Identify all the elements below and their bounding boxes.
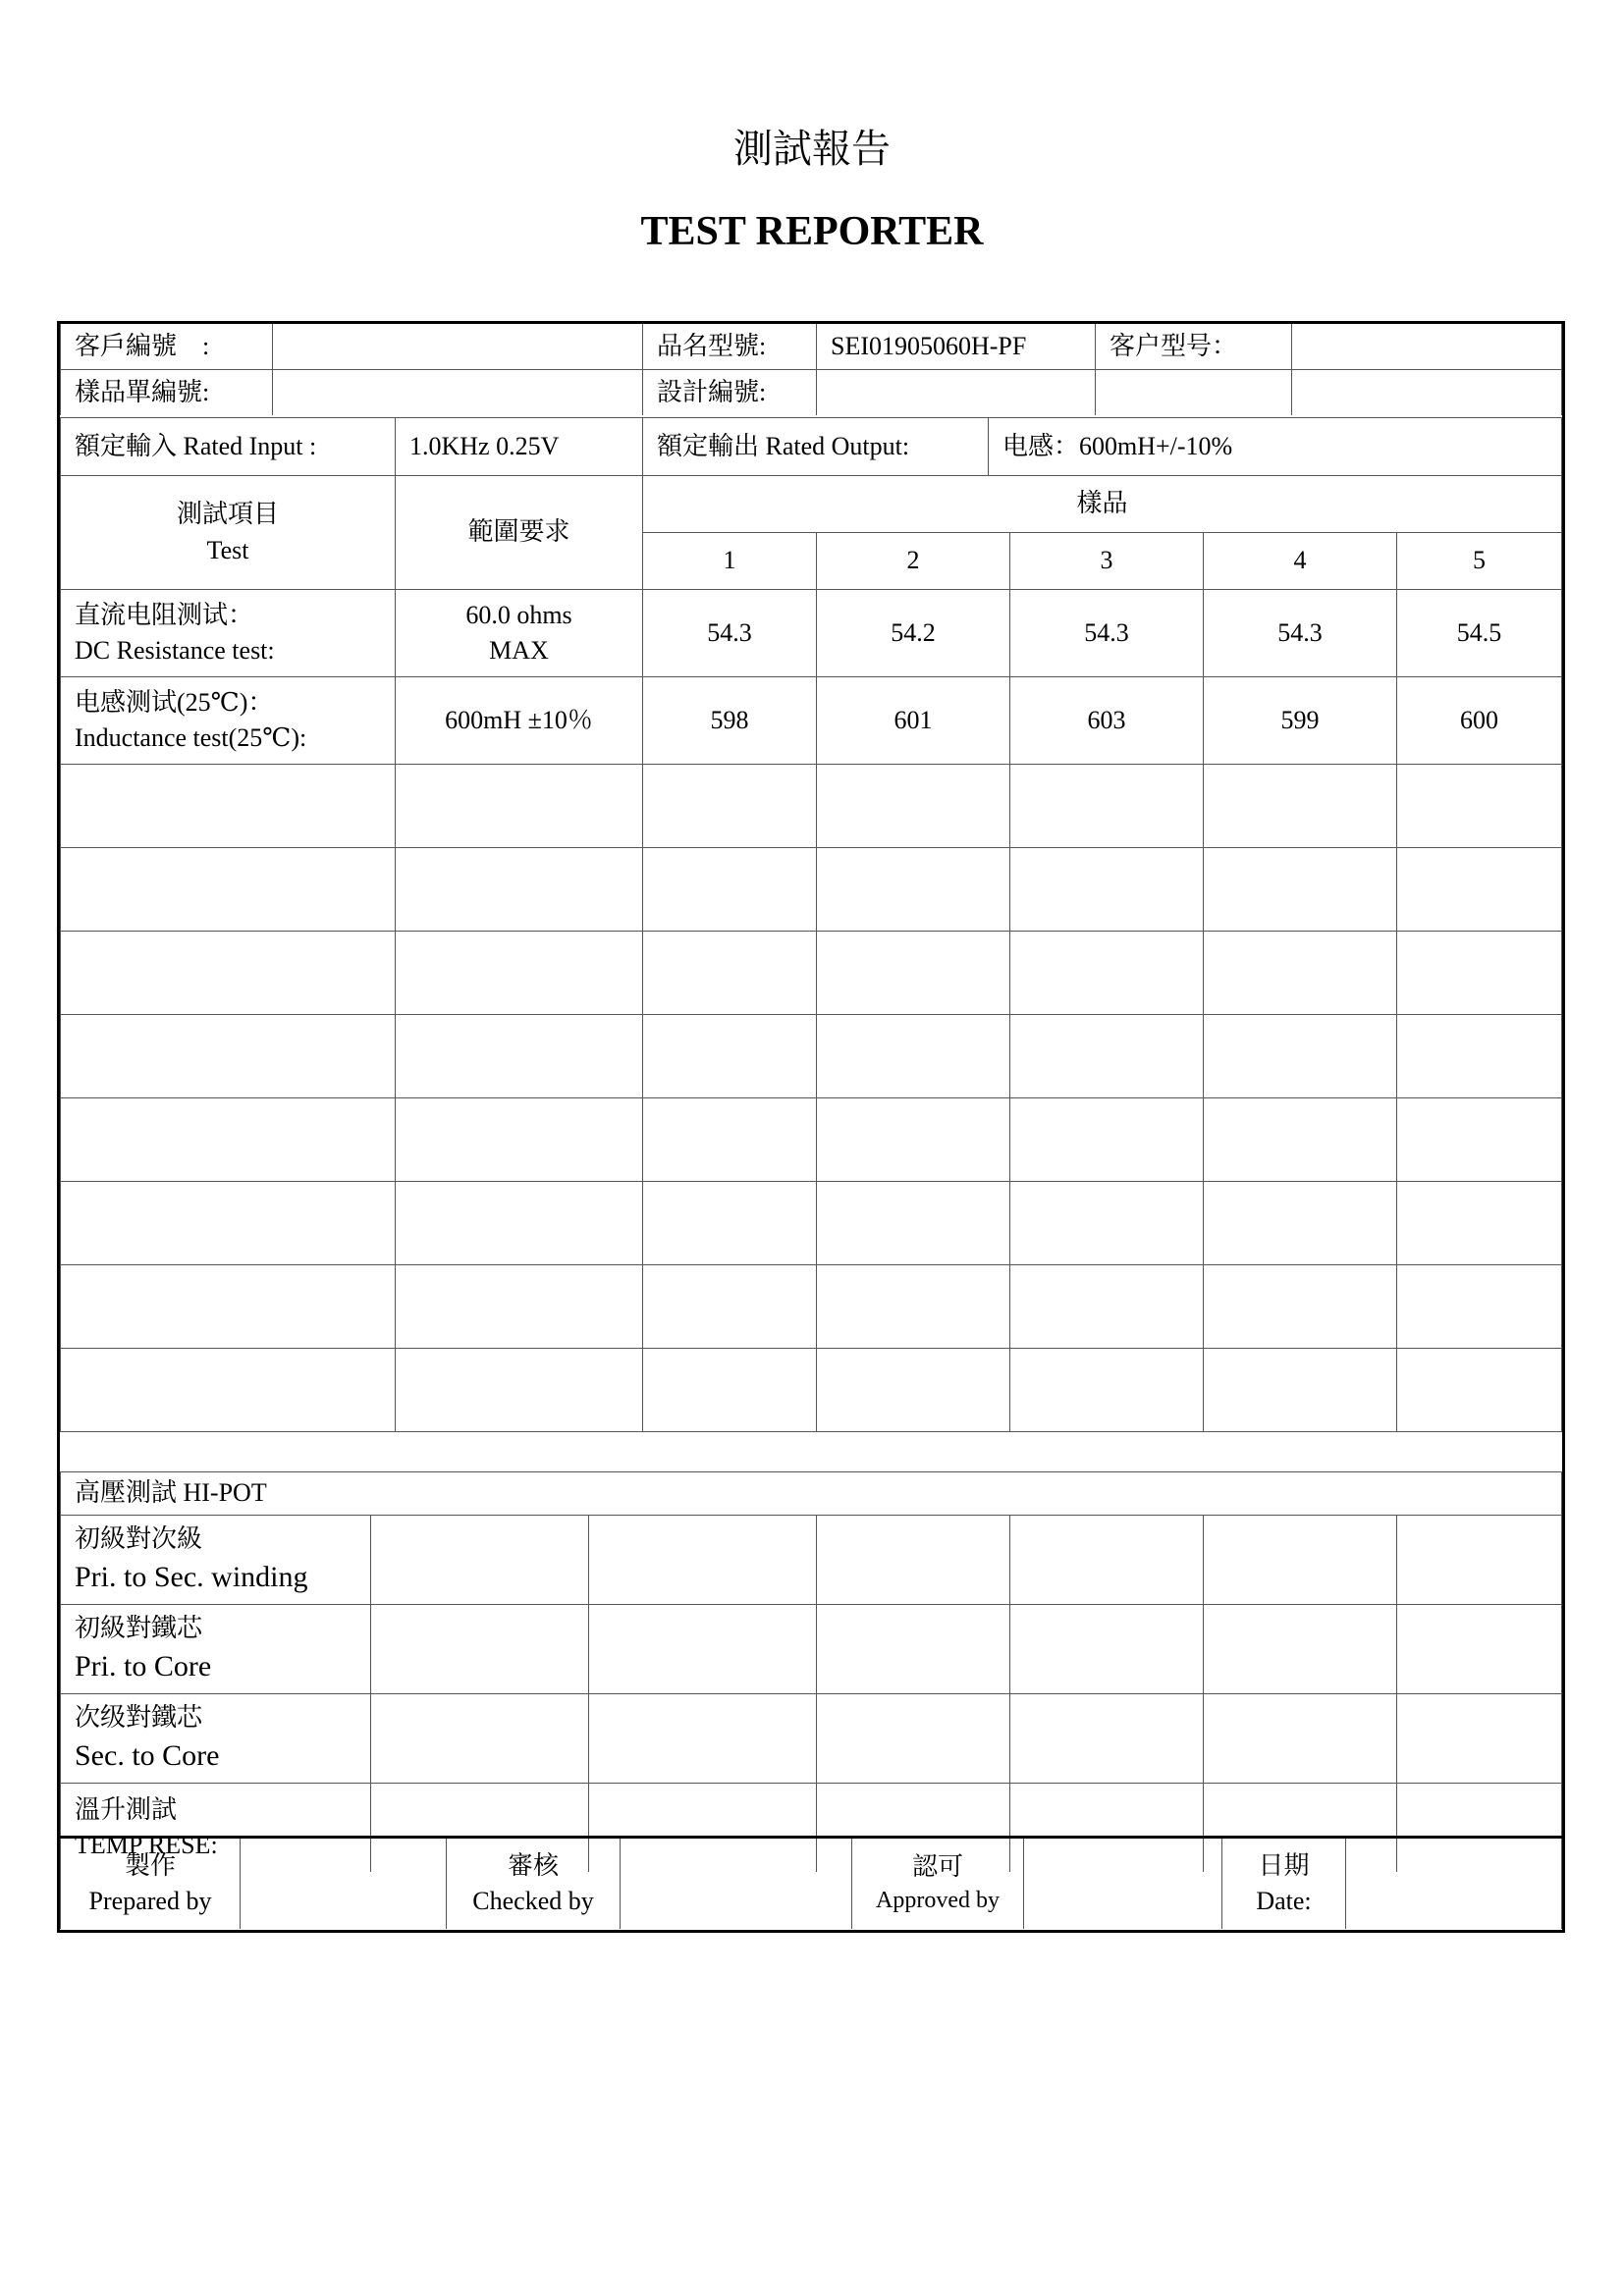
- rated-output-value[interactable]: 电感：600mH+/-10%: [989, 418, 1562, 476]
- empty-cell[interactable]: [1010, 1182, 1204, 1265]
- empty-cell[interactable]: [1010, 932, 1204, 1015]
- empty-cell[interactable]: [817, 1349, 1010, 1432]
- empty-cell[interactable]: [396, 1265, 643, 1349]
- hipot-cell[interactable]: [1397, 1516, 1562, 1605]
- hipot-name-en: Sec. to Core: [75, 1739, 220, 1773]
- date-en: Date:: [1256, 1887, 1312, 1915]
- approved-by-en: Approved by: [876, 1888, 1000, 1914]
- range-cell: 600mH ±10％: [396, 677, 643, 765]
- hipot-cell[interactable]: [1010, 1694, 1204, 1784]
- rated-output-label: 額定輸出 Rated Output:: [643, 418, 989, 476]
- hipot-cell[interactable]: [817, 1694, 1010, 1784]
- customer-no-field[interactable]: [273, 324, 643, 370]
- empty-cell[interactable]: [1010, 1265, 1204, 1349]
- approved-by-field[interactable]: [1024, 1839, 1222, 1929]
- empty-cell[interactable]: [643, 848, 817, 932]
- empty-test-row: [61, 932, 1562, 1015]
- empty-cell[interactable]: [61, 1098, 396, 1182]
- empty-cell[interactable]: [817, 1182, 1010, 1265]
- result-cell[interactable]: 603: [1010, 677, 1204, 765]
- hipot-cell[interactable]: [589, 1605, 817, 1694]
- hipot-name-en: Pri. to Core: [75, 1650, 212, 1683]
- rated-input-label: 額定輸入 Rated Input :: [61, 418, 396, 476]
- prepared-by-field[interactable]: [241, 1839, 447, 1929]
- empty-test-row: [61, 1182, 1562, 1265]
- empty-test-row: [61, 765, 1562, 848]
- checked-by-en: Checked by: [472, 1887, 594, 1915]
- empty-test-row: [61, 1098, 1562, 1182]
- product-info-section: [57, 321, 1565, 417]
- sample-number: 2: [817, 533, 1010, 590]
- hipot-cell[interactable]: [371, 1516, 589, 1605]
- hipot-name-en: Pri. to Sec. winding: [75, 1561, 308, 1594]
- empty-cell[interactable]: [1397, 1098, 1562, 1182]
- empty-cell[interactable]: [1397, 932, 1562, 1015]
- product-model-label: 品名型號:: [643, 324, 817, 370]
- empty-cell[interactable]: [643, 932, 817, 1015]
- empty-cell[interactable]: [61, 1349, 396, 1432]
- hipot-test-name: [61, 1516, 371, 1605]
- signature-row: [61, 1839, 1562, 1929]
- empty-cell[interactable]: [1397, 1349, 1562, 1432]
- empty-cell[interactable]: [1204, 1015, 1397, 1098]
- hipot-name-cn: 次级對鐵芯: [75, 1702, 203, 1732]
- empty-cell[interactable]: [396, 932, 643, 1015]
- test-name-cn: 直流电阻测试：: [75, 600, 254, 629]
- hipot-row: [61, 1694, 1562, 1784]
- hipot-row: [61, 1516, 1562, 1605]
- empty-cell[interactable]: [1010, 1015, 1204, 1098]
- empty-cell[interactable]: [396, 765, 643, 848]
- empty-test-row: [61, 1349, 1562, 1432]
- empty-cell[interactable]: [1010, 848, 1204, 932]
- design-no-field[interactable]: [817, 370, 1096, 416]
- empty-cell[interactable]: [61, 848, 396, 932]
- approved-by-label: [852, 1839, 1024, 1929]
- extra-field-1[interactable]: [1096, 370, 1292, 416]
- empty-cell[interactable]: [1204, 848, 1397, 932]
- empty-test-row: [61, 1015, 1562, 1098]
- test-name-cn: 电感测试(25℃)：: [75, 687, 274, 717]
- customer-model-label: 客户型号：: [1096, 324, 1292, 370]
- empty-cell[interactable]: [1204, 1349, 1397, 1432]
- hipot-header: 高壓測試 HI-POT: [61, 1472, 1562, 1516]
- range-header: 範圍要求: [396, 476, 643, 590]
- hipot-cell[interactable]: [817, 1516, 1010, 1605]
- empty-cell[interactable]: [61, 932, 396, 1015]
- hipot-cell[interactable]: [1397, 1694, 1562, 1784]
- report-title-chinese: 測試報告: [733, 127, 891, 171]
- empty-cell[interactable]: [61, 765, 396, 848]
- empty-cell[interactable]: [396, 1098, 643, 1182]
- empty-cell[interactable]: [396, 1015, 643, 1098]
- hipot-cell[interactable]: [371, 1694, 589, 1784]
- empty-cell[interactable]: [396, 848, 643, 932]
- product-model-field[interactable]: SEI01905060H-PF: [817, 324, 1096, 370]
- result-cell[interactable]: 54.5: [1397, 590, 1562, 677]
- sample-no-label: 樣品單編號:: [61, 370, 273, 416]
- test-header-row-1: [61, 476, 1562, 533]
- rated-row: [61, 418, 1562, 476]
- prepared-by-label: [61, 1839, 241, 1929]
- date-field[interactable]: [1346, 1839, 1562, 1929]
- result-cell[interactable]: 54.3: [643, 590, 817, 677]
- empty-cell[interactable]: [1204, 932, 1397, 1015]
- empty-cell[interactable]: [643, 1098, 817, 1182]
- empty-cell[interactable]: [61, 1265, 396, 1349]
- extra-field-2[interactable]: [1292, 370, 1562, 416]
- test-name-en: Inductance test(25℃):: [75, 723, 307, 752]
- customer-model-field[interactable]: [1292, 324, 1562, 370]
- empty-cell[interactable]: [643, 765, 817, 848]
- test-results-section: [57, 475, 1565, 1471]
- result-cell[interactable]: 54.3: [1010, 590, 1204, 677]
- test-name-cell: [61, 677, 396, 765]
- hipot-cell[interactable]: [1397, 1605, 1562, 1694]
- empty-cell[interactable]: [396, 1349, 643, 1432]
- hipot-cell[interactable]: [1204, 1516, 1397, 1605]
- empty-cell[interactable]: [1204, 1265, 1397, 1349]
- empty-cell[interactable]: [643, 1182, 817, 1265]
- rated-section: [57, 417, 1565, 475]
- info-row-2: [61, 370, 1562, 416]
- empty-cell[interactable]: [643, 1015, 817, 1098]
- hipot-test-name: [61, 1694, 371, 1784]
- empty-test-row: [61, 1265, 1562, 1349]
- empty-test-row: [61, 848, 1562, 932]
- hipot-row: [61, 1605, 1562, 1694]
- result-cell[interactable]: 599: [1204, 677, 1397, 765]
- empty-cell[interactable]: [1397, 765, 1562, 848]
- test-name-en: DC Resistance test:: [75, 636, 275, 665]
- hipot-section: [57, 1471, 1565, 1859]
- prepared-by-cn: 製作: [124, 1850, 176, 1880]
- empty-cell[interactable]: [61, 1182, 396, 1265]
- hipot-cell[interactable]: [589, 1694, 817, 1784]
- inductance-row: [61, 677, 1562, 765]
- date-cn: 日期: [1258, 1850, 1310, 1880]
- hipot-cell[interactable]: [1010, 1516, 1204, 1605]
- range-cell: [396, 590, 643, 677]
- checked-by-field[interactable]: [621, 1839, 852, 1929]
- hipot-name-cn: 初級對次級: [75, 1523, 203, 1553]
- range-line-2: MAX: [489, 636, 549, 665]
- signature-section: [57, 1836, 1565, 1933]
- hipot-name-en: TEMP RESE:: [75, 1831, 218, 1859]
- range-line-1: 60.0 ohms: [465, 600, 572, 629]
- date-label: [1222, 1839, 1346, 1929]
- empty-cell[interactable]: [1204, 1182, 1397, 1265]
- design-no-label: 設計編號:: [643, 370, 817, 416]
- empty-cell[interactable]: [1010, 1349, 1204, 1432]
- checked-by-cn: 審核: [507, 1850, 559, 1880]
- hipot-cell[interactable]: [1204, 1605, 1397, 1694]
- result-cell[interactable]: 54.2: [817, 590, 1010, 677]
- result-cell[interactable]: 598: [643, 677, 817, 765]
- test-item-header-cn: 測試項目: [176, 500, 279, 529]
- empty-cell[interactable]: [817, 765, 1010, 848]
- samples-header: 樣品: [643, 476, 1562, 533]
- result-cell[interactable]: 601: [817, 677, 1010, 765]
- hipot-name-cn: 溫升測試: [75, 1794, 178, 1824]
- empty-cell[interactable]: [396, 1182, 643, 1265]
- rated-input-value[interactable]: 1.0KHz 0.25V: [396, 418, 643, 476]
- sample-number: 5: [1397, 533, 1562, 590]
- customer-no-label: 客戶編號 :: [61, 324, 273, 370]
- empty-cell[interactable]: [1204, 765, 1397, 848]
- hipot-cell[interactable]: [817, 1605, 1010, 1694]
- hipot-header-row: [61, 1472, 1562, 1516]
- empty-cell[interactable]: [1397, 1182, 1562, 1265]
- sample-number: 1: [643, 533, 817, 590]
- sample-no-field[interactable]: [273, 370, 643, 416]
- dc-resistance-row: [61, 590, 1562, 677]
- report-title-english: TEST REPORTER: [640, 209, 984, 254]
- hipot-cell[interactable]: [589, 1516, 817, 1605]
- result-cell[interactable]: 600: [1397, 677, 1562, 765]
- hipot-name-cn: 初級對鐵芯: [75, 1613, 203, 1642]
- empty-cell[interactable]: [1204, 1098, 1397, 1182]
- sample-number: 4: [1204, 533, 1397, 590]
- info-row-1: [61, 324, 1562, 370]
- empty-cell[interactable]: [817, 932, 1010, 1015]
- empty-cell[interactable]: [1010, 765, 1204, 848]
- hipot-cell[interactable]: [1010, 1605, 1204, 1694]
- empty-cell[interactable]: [817, 1098, 1010, 1182]
- empty-cell[interactable]: [817, 1265, 1010, 1349]
- empty-cell[interactable]: [1397, 1015, 1562, 1098]
- approved-by-cn: 認可: [911, 1852, 963, 1881]
- empty-cell[interactable]: [643, 1265, 817, 1349]
- prepared-by-en: Prepared by: [88, 1887, 212, 1915]
- empty-cell[interactable]: [1397, 1265, 1562, 1349]
- hipot-cell[interactable]: [371, 1605, 589, 1694]
- empty-cell[interactable]: [817, 1015, 1010, 1098]
- test-item-header: [61, 476, 396, 590]
- empty-cell[interactable]: [61, 1015, 396, 1098]
- empty-cell[interactable]: [643, 1349, 817, 1432]
- test-item-header-en: Test: [206, 535, 249, 564]
- hipot-test-name: [61, 1605, 371, 1694]
- empty-cell[interactable]: [1397, 848, 1562, 932]
- test-name-cell: [61, 590, 396, 677]
- sample-number: 3: [1010, 533, 1204, 590]
- empty-cell[interactable]: [817, 848, 1010, 932]
- result-cell[interactable]: 54.3: [1204, 590, 1397, 677]
- hipot-cell[interactable]: [1204, 1694, 1397, 1784]
- empty-cell[interactable]: [1010, 1098, 1204, 1182]
- checked-by-label: [447, 1839, 621, 1929]
